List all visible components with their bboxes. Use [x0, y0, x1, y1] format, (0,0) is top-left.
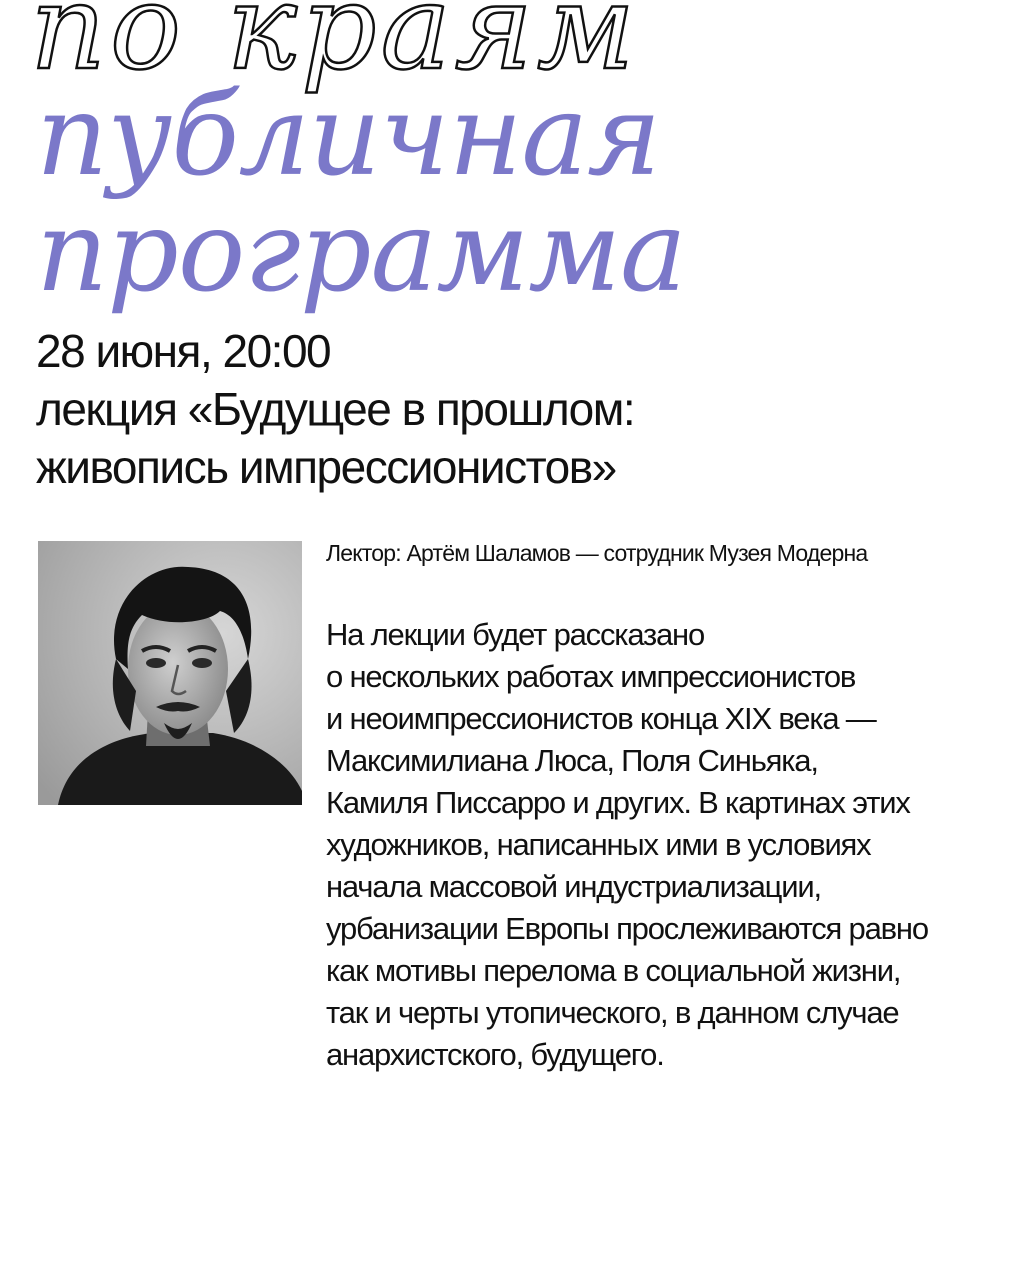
description-line: анархистского, будущего. — [326, 1037, 664, 1072]
description-line: так и черты утопического, в данном случае — [326, 995, 899, 1030]
description-line: художников, написанных ими в условиях — [326, 827, 871, 862]
program-subtitle-line-2: программа — [36, 187, 686, 317]
description-line: На лекции будет рассказано — [326, 617, 705, 652]
description-line: и неоимпрессионистов конца XIX века — — [326, 701, 876, 736]
description-line: Камиля Писсарро и других. В картинах этих — [326, 785, 910, 820]
event-datetime: 28 июня, 20:00 — [36, 325, 331, 377]
event-title-line-1: лекция «Будущее в прошлом: — [36, 383, 635, 435]
description-line: начала массовой индустриализации, — [326, 869, 821, 904]
lecturer-portrait — [38, 541, 302, 805]
description-line: Максимилиана Люса, Поля Синьяка, — [326, 743, 818, 778]
program-subtitle-line-1: публичная — [36, 71, 661, 201]
description-line: как мотивы перелома в социальной жизни, — [326, 953, 901, 988]
lecture-description — [326, 614, 928, 1076]
event-title-line-2: живопись импрессионистов» — [36, 441, 616, 493]
lecturer-photo-icon — [38, 541, 302, 805]
description-line: о нескольких работах импрессионистов — [326, 659, 856, 694]
lecturer-info: Лектор: Артём Шаламов — сотрудник Музея Модерна — [326, 540, 868, 566]
description-line: урбанизации Европы прослеживаются равно — [326, 911, 928, 946]
series-title: по краям — [30, 0, 639, 96]
event-header — [36, 322, 634, 496]
